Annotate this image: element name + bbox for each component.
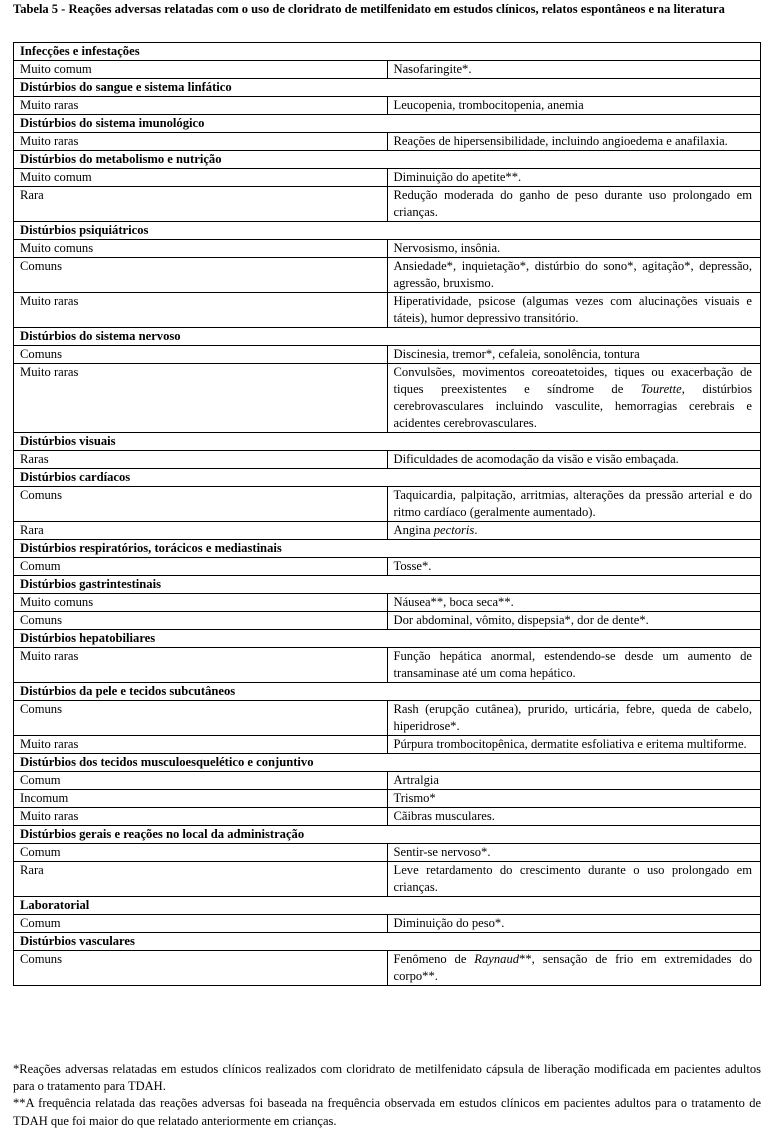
table-row — [14, 258, 761, 293]
table-row — [14, 364, 761, 433]
frequency-cell: Comum — [14, 915, 388, 933]
table-row — [14, 951, 761, 986]
footnotes — [13, 1061, 761, 1130]
reaction-cell: Dor abdominal, vômito, dispepsia*, dor de dente*. — [387, 612, 761, 630]
section-header-row — [14, 826, 761, 844]
section-heading: Distúrbios do sangue e sistema linfático — [14, 79, 761, 97]
reaction-text: Fenômeno de — [393, 952, 475, 966]
table-row — [14, 558, 761, 576]
frequency-cell: Comuns — [14, 612, 388, 630]
frequency-cell: Muito comuns — [14, 594, 388, 612]
section-heading: Laboratorial — [14, 897, 761, 915]
section-heading: Distúrbios respiratórios, torácicos e mediastinais — [14, 540, 761, 558]
reaction-cell: Reações de hipersensibilidade, incluindo angioedema e anafilaxia. — [387, 133, 761, 151]
reaction-cell: Diminuição do apetite**. — [387, 169, 761, 187]
table-row — [14, 648, 761, 683]
frequency-cell: Comuns — [14, 951, 388, 986]
adverse-reactions-table — [13, 42, 761, 986]
section-header-row — [14, 897, 761, 915]
frequency-cell: Muito raras — [14, 364, 388, 433]
section-heading: Distúrbios dos tecidos musculoesquelético e conjuntivo — [14, 754, 761, 772]
reaction-cell: Leve retardamento do crescimento durante o uso prolongado em crianças. — [387, 862, 761, 897]
frequency-cell: Muito raras — [14, 97, 388, 115]
section-heading: Distúrbios gerais e reações no local da administração — [14, 826, 761, 844]
reaction-cell: Sentir-se nervoso*. — [387, 844, 761, 862]
reaction-text: **, sensação de frio em extremidades do corpo**. — [393, 952, 752, 983]
table-row — [14, 97, 761, 115]
reaction-cell: Trismo* — [387, 790, 761, 808]
section-heading: Distúrbios hepatobiliares — [14, 630, 761, 648]
section-header-row — [14, 43, 761, 61]
section-heading: Distúrbios visuais — [14, 433, 761, 451]
reaction-text-italic: pectoris — [433, 523, 475, 537]
section-header-row — [14, 328, 761, 346]
frequency-cell: Comuns — [14, 487, 388, 522]
frequency-cell: Comum — [14, 844, 388, 862]
reaction-cell — [387, 951, 761, 986]
section-heading: Distúrbios do sistema nervoso — [14, 328, 761, 346]
reaction-cell — [387, 522, 761, 540]
table-row — [14, 612, 761, 630]
reaction-cell: Discinesia, tremor*, cefaleia, sonolência, tontura — [387, 346, 761, 364]
section-header-row — [14, 115, 761, 133]
frequency-cell: Comuns — [14, 701, 388, 736]
section-header-row — [14, 433, 761, 451]
footnote-double-asterisk: **A frequência relatada das reações adversas foi baseada na frequência observada em estudos clínicos em pacientes adultos para o tratamento de TDAH que foi maior do que relatado anteriormente em crianças. — [13, 1096, 761, 1128]
table-row — [14, 240, 761, 258]
reaction-text-italic: Tourette — [640, 382, 682, 396]
frequency-cell: Muito raras — [14, 293, 388, 328]
frequency-cell: Rara — [14, 862, 388, 897]
frequency-cell: Comuns — [14, 258, 388, 293]
table-row — [14, 862, 761, 897]
table-row — [14, 808, 761, 826]
section-heading: Distúrbios cardíacos — [14, 469, 761, 487]
reaction-cell: Dificuldades de acomodação da visão e visão embaçada. — [387, 451, 761, 469]
section-header-row — [14, 683, 761, 701]
table-row — [14, 187, 761, 222]
section-header-row — [14, 576, 761, 594]
reaction-text: Angina — [393, 523, 434, 537]
reaction-cell: Diminuição do peso*. — [387, 915, 761, 933]
section-heading: Distúrbios do sistema imunológico — [14, 115, 761, 133]
reaction-text: . — [474, 523, 478, 537]
table-row — [14, 736, 761, 754]
section-heading: Distúrbios do metabolismo e nutrição — [14, 151, 761, 169]
table-row — [14, 844, 761, 862]
frequency-cell: Raras — [14, 451, 388, 469]
reaction-cell: Hiperatividade, psicose (algumas vezes com alucinações visuais e táteis), humor depressivo transitório. — [387, 293, 761, 328]
footnote-single-asterisk: *Reações adversas relatadas em estudos clínicos realizados com cloridrato de metilfenidato cápsula de liberação modificada em pacientes adultos para o tratamento para TDAH. — [13, 1062, 761, 1094]
frequency-cell: Muito raras — [14, 808, 388, 826]
table-row — [14, 522, 761, 540]
table-body — [14, 43, 761, 986]
reaction-text-italic: Raynaud — [474, 952, 520, 966]
frequency-cell: Rara — [14, 187, 388, 222]
section-header-row — [14, 933, 761, 951]
section-header-row — [14, 222, 761, 240]
frequency-cell: Incomum — [14, 790, 388, 808]
section-heading: Infecções e infestações — [14, 43, 761, 61]
section-header-row — [14, 79, 761, 97]
section-header-row — [14, 630, 761, 648]
frequency-cell: Muito raras — [14, 648, 388, 683]
reaction-cell — [387, 364, 761, 433]
table-row — [14, 701, 761, 736]
section-header-row — [14, 540, 761, 558]
frequency-cell: Muito comum — [14, 169, 388, 187]
table-row — [14, 346, 761, 364]
frequency-cell: Muito raras — [14, 133, 388, 151]
reaction-cell: Leucopenia, trombocitopenia, anemia — [387, 97, 761, 115]
table-row — [14, 61, 761, 79]
section-header-row — [14, 754, 761, 772]
table-row — [14, 915, 761, 933]
table-title: Tabela 5 - Reações adversas relatadas com o uso de cloridrato de metilfenidato em estudos clínicos, relatos espontâneos e na literatura — [13, 2, 725, 16]
frequency-cell: Muito comuns — [14, 240, 388, 258]
reaction-cell: Cãibras musculares. — [387, 808, 761, 826]
frequency-cell: Comum — [14, 772, 388, 790]
table-row — [14, 133, 761, 151]
section-heading: Distúrbios psiquiátricos — [14, 222, 761, 240]
frequency-cell: Muito comum — [14, 61, 388, 79]
table-row — [14, 487, 761, 522]
reaction-text: , distúrbios cerebrovasculares incluindo vasculite, hemorragias cerebrais e acidentes cerebrovasculares. — [393, 382, 752, 430]
table-row — [14, 772, 761, 790]
reaction-text: Convulsões, movimentos coreoatetoides, tiques ou exacerbação de tiques preexistentes e síndrome de — [393, 365, 752, 396]
table-row — [14, 790, 761, 808]
reaction-cell: Função hepática anormal, estendendo-se desde um aumento de transaminase até um coma hepático. — [387, 648, 761, 683]
frequency-cell: Muito raras — [14, 736, 388, 754]
reaction-cell: Rash (erupção cutânea), prurido, urticária, febre, queda de cabelo, hiperidrose*. — [387, 701, 761, 736]
reaction-cell: Púrpura trombocitopênica, dermatite esfoliativa e eritema multiforme. — [387, 736, 761, 754]
section-header-row — [14, 469, 761, 487]
table-row — [14, 451, 761, 469]
section-heading: Distúrbios vasculares — [14, 933, 761, 951]
reaction-cell: Nervosismo, insônia. — [387, 240, 761, 258]
reaction-cell: Taquicardia, palpitação, arritmias, alterações da pressão arterial e do ritmo cardíaco (geralmente aumentado). — [387, 487, 761, 522]
reaction-cell: Artralgia — [387, 772, 761, 790]
table-row — [14, 169, 761, 187]
reaction-cell: Ansiedade*, inquietação*, distúrbio do sono*, agitação*, depressão, agressão, bruxismo. — [387, 258, 761, 293]
reaction-cell: Tosse*. — [387, 558, 761, 576]
reaction-cell: Nasofaringite*. — [387, 61, 761, 79]
frequency-cell: Rara — [14, 522, 388, 540]
reaction-cell: Redução moderada do ganho de peso durante uso prolongado em crianças. — [387, 187, 761, 222]
reaction-cell: Náusea**, boca seca**. — [387, 594, 761, 612]
frequency-cell: Comuns — [14, 346, 388, 364]
table-row — [14, 594, 761, 612]
table-row — [14, 293, 761, 328]
section-heading: Distúrbios da pele e tecidos subcutâneos — [14, 683, 761, 701]
section-heading: Distúrbios gastrintestinais — [14, 576, 761, 594]
section-header-row — [14, 151, 761, 169]
frequency-cell: Comum — [14, 558, 388, 576]
